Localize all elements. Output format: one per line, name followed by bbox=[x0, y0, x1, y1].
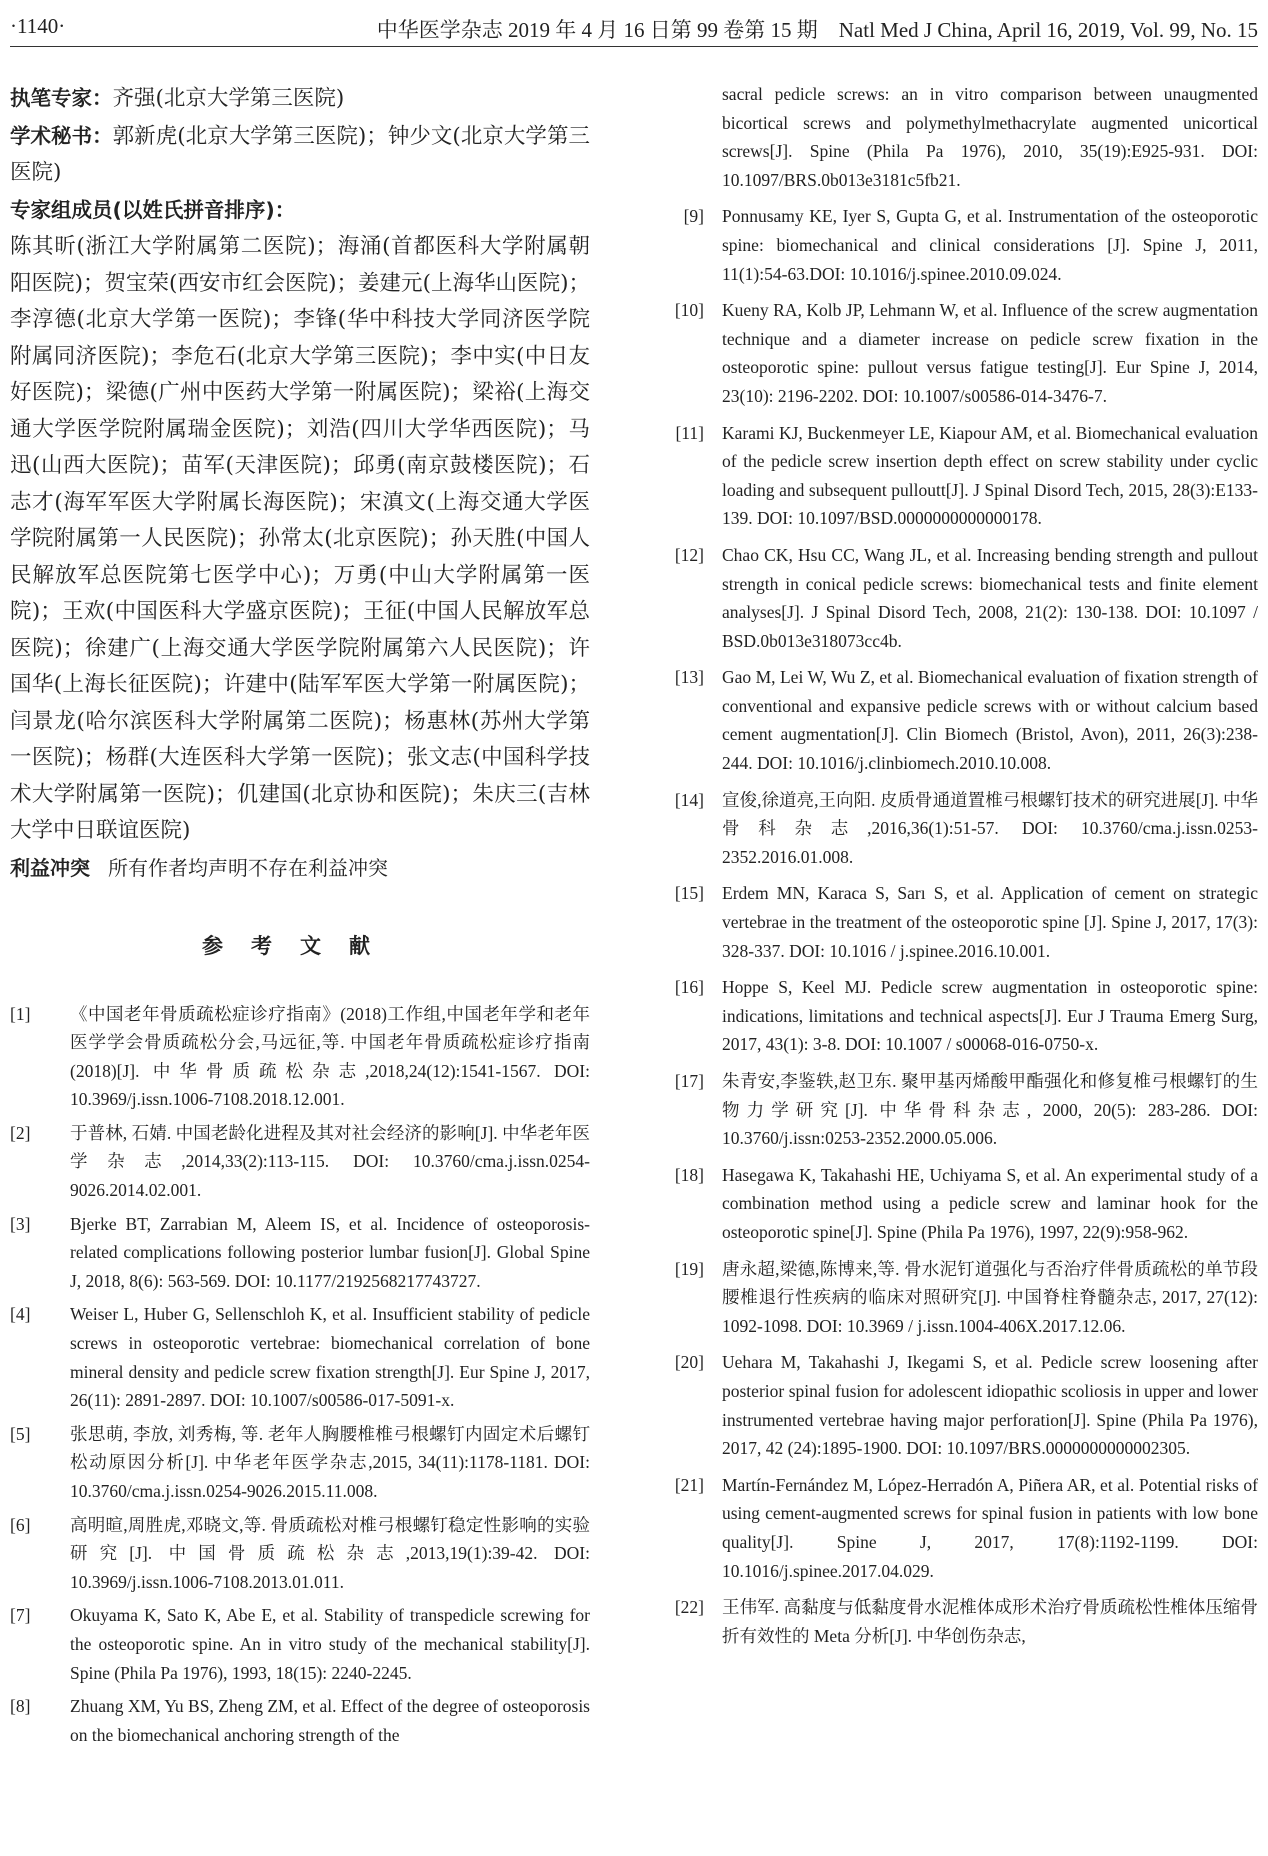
reference-number: [5] bbox=[10, 1423, 31, 1444]
reference-number: [21] bbox=[674, 1474, 704, 1495]
reference-number: [6] bbox=[10, 1514, 31, 1535]
reference-item bbox=[664, 202, 1258, 288]
reference-number: [4] bbox=[10, 1304, 31, 1325]
page-number: ·1140· bbox=[10, 14, 66, 38]
reference-item bbox=[664, 879, 1258, 965]
reference-item bbox=[664, 419, 1258, 533]
left-column bbox=[10, 80, 590, 1754]
reference-item bbox=[10, 1210, 590, 1296]
reference-item bbox=[10, 1692, 590, 1749]
reference-number: [19] bbox=[674, 1258, 704, 1279]
reference-text: Karami KJ, Buckenmeyer LE, Kiapour AM, et al. Biomechanical evaluation of the pedicle screw insertion depth effect on screw stability under cyclic loading and subsequent pulloutt[J]. J Spinal Disord Tech, 2015, 28(3):E133-139. DOI: 10.1097/BSD.0000000000000178. bbox=[722, 422, 1258, 529]
reference-item bbox=[664, 1348, 1258, 1462]
reference-number: [7] bbox=[10, 1605, 31, 1626]
reference-item bbox=[664, 1593, 1258, 1650]
reference-text: Okuyama K, Sato K, Abe E, et al. Stability of transpedicle screwing for the osteoporotic spine. An in vitro study of the mechanical stability[J]. Spine (Phila Pa 1976), 1993, 18(15): 2240-2245. bbox=[70, 1605, 590, 1683]
reference-number: [9] bbox=[683, 206, 704, 227]
reference-item bbox=[664, 1067, 1258, 1153]
reference-text: 《中国老年骨质疏松症诊疗指南》(2018)工作组,中国老年学和老年医学学会骨质疏松分会,马远征,等. 中国老年骨质疏松症诊疗指南(2018)[J]. 中华骨质疏松杂志,2018,24(12):1541-1567. DOI: 10.3969/j.issn.1006-7108.2018.12.001. bbox=[70, 1003, 590, 1110]
reference-number: [16] bbox=[674, 977, 704, 998]
running-header bbox=[10, 12, 1258, 47]
reference-text: 于普林, 石婧. 中国老龄化进程及其对社会经济的影响[J]. 中华老年医学杂志,2014,33(2):113-115. DOI: 10.3760/cma.j.issn.0254-9026.2014.02.001. bbox=[70, 1122, 590, 1201]
reference-text: 唐永超,梁德,陈博来,等. 骨水泥钉道强化与否治疗伴骨质疏松的单节段腰椎退行性疾病的临床对照研究[J]. 中国脊柱脊髓杂志, 2017, 27(12): 1092-1098. DOI: 10.3969 / j.issn.1004-406X.2017.12.06. bbox=[722, 1258, 1258, 1336]
reference-item bbox=[664, 663, 1258, 777]
reference-item bbox=[10, 1119, 590, 1205]
reference-number: [15] bbox=[674, 883, 704, 904]
reference-number: [20] bbox=[674, 1352, 704, 1373]
reference-text: Uehara M, Takahashi J, Ikegami S, et al. Pedicle screw loosening after posterior spinal fusion for adolescent idiopathic scoliosis in upper and lower instrumented vertebrae having major perforation[J]. Spine (Phila Pa 1976), 2017, 42 (24):1895-1900. DOI: 10.1097/BRS.0000000000002305. bbox=[722, 1352, 1258, 1459]
reference-text: Gao M, Lei W, Wu Z, et al. Biomechanical evaluation of fixation strength of conventional and expansive pedicle screws with or without calcium based cement augmentation[J]. Clin Biomech (Bristol, Avon), 2011, 26(3):238-244. DOI: 10.1016/j.clinbiomech.2010.10.008. bbox=[722, 667, 1258, 774]
reference-item bbox=[10, 1601, 590, 1687]
reference-item bbox=[10, 1511, 590, 1597]
reference-text: Kueny RA, Kolb JP, Lehmann W, et al. Influence of the screw augmentation technique and a diameter increase on pedicle screw fixation in the osteoporotic spine: pullout versus fatigue testing[J]. Eur Spine J, 2014, 23(10): 2196-2202. DOI: 10.1007/s00586-014-3476-7. bbox=[722, 300, 1258, 406]
reference-text: 朱青安,李鉴轶,赵卫东. 聚甲基丙烯酸甲酯强化和修复椎弓根螺钉的生物力学研究[J]. 中华骨科杂志, 2000, 20(5): 283-286. DOI: 10.3760/j.issn:0253-2352.2000.05.006. bbox=[722, 1071, 1258, 1149]
reference-item bbox=[10, 1000, 590, 1114]
academic-secretary: 学术秘书：郭新虎(北京大学第三医院)；钟少文(北京大学第三医院) bbox=[10, 123, 590, 185]
reference-number: [8] bbox=[10, 1696, 31, 1717]
reference-text: 王伟军. 高黏度与低黏度骨水泥椎体成形术治疗骨质疏松性椎体压缩骨折有效性的 Meta 分析[J]. 中华创伤杂志, bbox=[722, 1597, 1258, 1646]
right-column bbox=[664, 80, 1258, 1658]
reference-list-right bbox=[664, 202, 1258, 1650]
reference-text: Ponnusamy KE, Iyer S, Gupta G, et al. Instrumentation of the osteoporotic spine: biomechanical and clinical considerations [J]. Spine J, 2011, 11(1):54-63.DOI: 10.1016/j.spinee.2010.09.024. bbox=[722, 206, 1258, 284]
reference-number: [17] bbox=[674, 1071, 704, 1091]
reference-item bbox=[10, 1420, 590, 1506]
reference-number: [2] bbox=[10, 1122, 31, 1143]
reference-text: Bjerke BT, Zarrabian M, Aleem IS, et al. Incidence of osteoporosis-related complications following posterior lumbar fusion[J]. Global Spine J, 2018, 8(6): 563-569. DOI: 10.1177/2192568217743727. bbox=[70, 1213, 590, 1291]
reference-item bbox=[664, 786, 1258, 872]
reference-item bbox=[10, 1300, 590, 1414]
reference-item bbox=[664, 541, 1258, 655]
reference-number: [3] bbox=[10, 1213, 31, 1234]
reference-text: Zhuang XM, Yu BS, Zheng ZM, et al. Effect of the degree of osteoporosis on the biomechanical anchoring strength of the bbox=[70, 1696, 590, 1745]
reference-list-left bbox=[10, 1000, 590, 1750]
reference-item bbox=[664, 1471, 1258, 1585]
reference-text: Hoppe S, Keel MJ. Pedicle screw augmentation in osteoporotic spine: indications, limitations and technical aspects[J]. Eur J Trauma Emerg Surg, 2017, 43(1): 3-8. DOI: 10.1007 / s00068-016-0750-x. bbox=[722, 977, 1258, 1055]
reference-number: [22] bbox=[674, 1597, 704, 1618]
reference-text: Chao CK, Hsu CC, Wang JL, et al. Increasing bending strength and pullout strength in conical pedicle screws: biomechanical tests and finite element analyses[J]. J Spinal Disord Tech, 2008, 21(2): 130-138. DOI: 10.1097 / BSD.0b013e318073cc4b. bbox=[722, 544, 1258, 651]
reference-number: [1] bbox=[10, 1003, 31, 1024]
reference-item bbox=[664, 1255, 1258, 1341]
reference-number: [18] bbox=[674, 1164, 704, 1185]
reference-text: 宣俊,徐道亮,王向阳. 皮质骨通道置椎弓根螺钉技术的研究进展[J]. 中华骨科杂志,2016,36(1):51-57. DOI: 10.3760/cma.j.issn.0253-2352.2016.01.008. bbox=[722, 789, 1258, 867]
reference-text: Erdem MN, Karaca S, Sarı S, et al. Application of cement on strategic vertebrae in the treatment of the osteoporotic spine [J]. Spine J, 2017, 17(3): 328-337. DOI: 10.1016 / j.spinee.2016.10.001. bbox=[722, 883, 1258, 961]
reference-text: 高明暄,周胜虎,邓晓文,等. 骨质疏松对椎弓根螺钉稳定性影响的实验研究[J]. 中国骨质疏松杂志,2013,19(1):39-42. DOI: 10.3969/j.issn.1006-7108.2013.01.011. bbox=[70, 1514, 590, 1592]
reference-number: [14] bbox=[674, 789, 704, 810]
reference-text: Hasegawa K, Takahashi HE, Uchiyama S, et al. An experimental study of a combination method using a pedicle screw and laminar hook for the osteoporotic spine[J]. Spine (Phila Pa 1976), 1997, 22(9):958-962. bbox=[722, 1164, 1258, 1242]
reference-number: [10] bbox=[674, 300, 704, 321]
references-heading: 参考文献 bbox=[202, 933, 398, 958]
reference-number: [13] bbox=[674, 667, 704, 688]
writing-expert: 执笔专家：齐强(北京大学第三医院) bbox=[10, 86, 345, 111]
conflict-of-interest: 利益冲突 所有作者均声明不存在利益冲突 bbox=[10, 855, 388, 880]
journal-citation-line: 中华医学杂志 2019 年 4 月 16 日第 99 卷第 15 期 Natl Med J China, April 16, 2019, Vol. 99, No. 15 bbox=[376, 18, 1258, 42]
reference-item bbox=[664, 1161, 1258, 1247]
reference-text: 张思萌, 李放, 刘秀梅, 等. 老年人胸腰椎椎弓根螺钉内固定术后螺钉松动原因分析[J]. 中华老年医学杂志,2015, 34(11):1178-1181. DOI: 10.3760/cma.j.issn.0254-9026.2015.11.008. bbox=[70, 1423, 590, 1501]
reference-item bbox=[664, 296, 1258, 410]
reference-continuation: sacral pedicle screws: an in vitro comparison between unaugmented bicortical screws and polymethylmethacrylate augmented unicortical screws[J]. Spine (Phila Pa 1976), 2010, 35(19):E925-931. DOI: 10.1097/BRS.0b013e3181c5fb21. bbox=[722, 84, 1258, 190]
reference-number: [11] bbox=[675, 422, 704, 443]
reference-item bbox=[664, 973, 1258, 1059]
expert-group-members: 专家组成员(以姓氏拼音排序)： 陈其昕(浙江大学附属第二医院)；海涌(首都医科大学附属朝阳医院)；贺宝荣(西安市红会医院)；姜建元(上海华山医院)；李淳德(北京大学第一医院)；李锋(华中科技大学同济医学院附属同济医院)；李危石(北京大学第三医院)；李中实(中日友好医院)；梁德(广州中医药大学第一附属医院)；梁裕(上海交通大学医学院附属瑞金医院)；刘浩(四川大学华西医院)；马迅(山西大医院)；苗军(天津医院)；邱勇(南京鼓楼医院)；石志才(海军军医大学附属长海医院)；宋滇文(上海交通大学医学院附属第一人民医院)；孙常太(北京医院)；孙天胜(中国人民解放军总医院第七医学中心)；万勇(中山大学附属第一医院)；王欢(中国医科大学盛京医院)；王征(中国人民解放军总医院)；徐建广(上海交通大学医学院附属第六人民医院)；许国华(上海长征医院)；许建中(陆军军医大学第一附属医院)；闫景龙(哈尔滨医科大学附属第二医院)；杨惠林(苏州大学第一医院)；杨群(大连医科大学第一医院)；张文志(中国科学技术大学附属第一医院)；仉建国(北京协和医院)；朱庆三(吉林大学中日联谊医院) bbox=[10, 197, 590, 843]
reference-text: Martín-Fernández M, López-Herradón A, Piñera AR, et al. Potential risks of using cement-augmented screws for spinal fusion in patients with low bone quality[J]. Spine J, 2017, 17(8):1192-1199. DOI: 10.1016/j.spinee.2017.04.029. bbox=[722, 1474, 1258, 1581]
reference-text: Weiser L, Huber G, Sellenschloh K, et al. Insufficient stability of pedicle screws in osteoporotic vertebrae: biomechanical correlation of bone mineral density and pedicle screw fixation strength[J]. Eur Spine J, 2017, 26(11): 2891-2897. DOI: 10.1007/s00586-017-5091-x. bbox=[70, 1304, 590, 1411]
reference-number: [12] bbox=[674, 544, 704, 565]
